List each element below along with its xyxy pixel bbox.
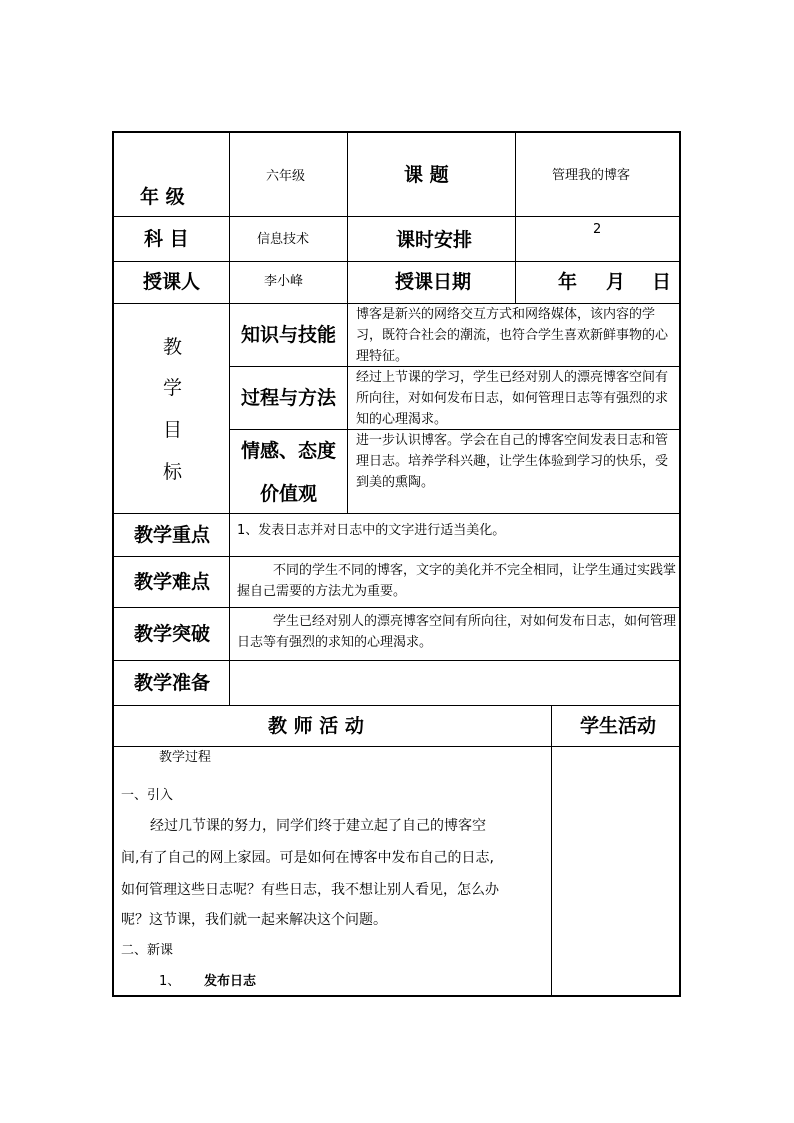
key-label: 教学重点 xyxy=(134,524,211,546)
hours-value: 2 xyxy=(593,222,602,237)
column-divider xyxy=(347,303,348,513)
activity-line: 如何管理这些日志呢？有些日志，我不想让别人看见，怎么办 xyxy=(121,882,499,898)
student-activity-header: 学生活动 xyxy=(580,715,657,737)
teacher-label: 授课人 xyxy=(143,271,201,293)
row-divider xyxy=(112,261,681,262)
row-divider xyxy=(112,705,681,706)
prep-label: 教学准备 xyxy=(134,672,211,694)
column-divider xyxy=(229,131,230,705)
breakthrough-text: 学生已经对别人的漂亮博客空间有所向往，对如何发布日志，如何管理日志等有强烈的求知的心理渴求。 xyxy=(237,614,677,650)
date-label: 授课日期 xyxy=(395,271,472,293)
activity-line: 间,有了自己的网上家园。可是如何在博客中发布自己的日志, xyxy=(121,850,494,866)
subject-value: 信息技术 xyxy=(257,232,310,247)
process-text: 经过上节课的学习，学生已经对别人的漂亮博客空间有所向往，对如何发布日志，如何管理日志等有强烈的求知的心理渴求。 xyxy=(356,370,669,427)
date-day: 日 xyxy=(652,271,672,293)
objectives-title-char: 学 xyxy=(163,377,183,399)
key-text: 1、发表日志并对日志中的文字进行适当美化。 xyxy=(237,523,506,538)
subject-label: 科 目 xyxy=(144,228,189,250)
hours-label: 课时安排 xyxy=(396,229,473,251)
topic-value: 管理我的博客 xyxy=(552,168,631,183)
emotion-label: 价值观 xyxy=(260,483,318,505)
row-divider xyxy=(112,660,681,661)
process-label: 过程与方法 xyxy=(241,387,337,409)
row-divider xyxy=(112,607,681,608)
teacher-value: 李小峰 xyxy=(264,274,304,289)
difficulty-text: 不同的学生不同的博客，文字的美化并不完全相同，让学生通过实践掌握自己需要的方法尤为重要。 xyxy=(237,563,677,599)
column-divider xyxy=(551,705,552,997)
objectives-title-char: 标 xyxy=(163,461,183,483)
row-divider xyxy=(112,513,681,514)
row-divider xyxy=(112,216,681,217)
teacher-activity-header: 教 师 活 动 xyxy=(268,715,364,737)
knowledge-label: 知识与技能 xyxy=(241,324,337,346)
topic-label: 课 题 xyxy=(404,164,449,186)
row-divider xyxy=(112,556,681,557)
date-month: 月 xyxy=(606,271,626,293)
row-divider xyxy=(112,746,681,747)
activity-line: 1、 xyxy=(159,974,181,989)
grade-label: 年 级 xyxy=(140,186,185,208)
activity-line: 经过几节课的努力，同学们终于建立起了自己的博客空 xyxy=(150,818,486,834)
activity-line: 教学过程 xyxy=(159,750,212,765)
column-divider xyxy=(347,131,348,303)
activity-line: 呢？这节课，我们就一起来解决这个问题。 xyxy=(121,912,387,928)
difficulty-label: 教学难点 xyxy=(134,571,211,593)
emotion-text: 进一步认识博客。学会在自己的博客空间发表日志和管理日志。培养学科兴趣，让学生体验到学习的快乐，受到美的熏陶。 xyxy=(356,433,669,490)
column-divider xyxy=(515,131,516,303)
objectives-title-char: 教 xyxy=(163,336,183,358)
date-year: 年 xyxy=(558,271,578,293)
breakthrough-label: 教学突破 xyxy=(134,623,211,645)
grade-value: 六年级 xyxy=(266,169,306,184)
activity-line: 发布日志 xyxy=(204,974,257,989)
activity-line: 二、新课 xyxy=(121,943,174,958)
knowledge-text: 博客是新兴的网络交互方式和网络媒体，该内容的学习，既符合社会的潮流，也符合学生喜欢新鲜事物的心理特征。 xyxy=(356,307,669,364)
emotion-label: 情感、态度 xyxy=(241,440,337,462)
activity-line: 一、引入 xyxy=(121,788,174,803)
objectives-title-char: 目 xyxy=(163,419,183,441)
